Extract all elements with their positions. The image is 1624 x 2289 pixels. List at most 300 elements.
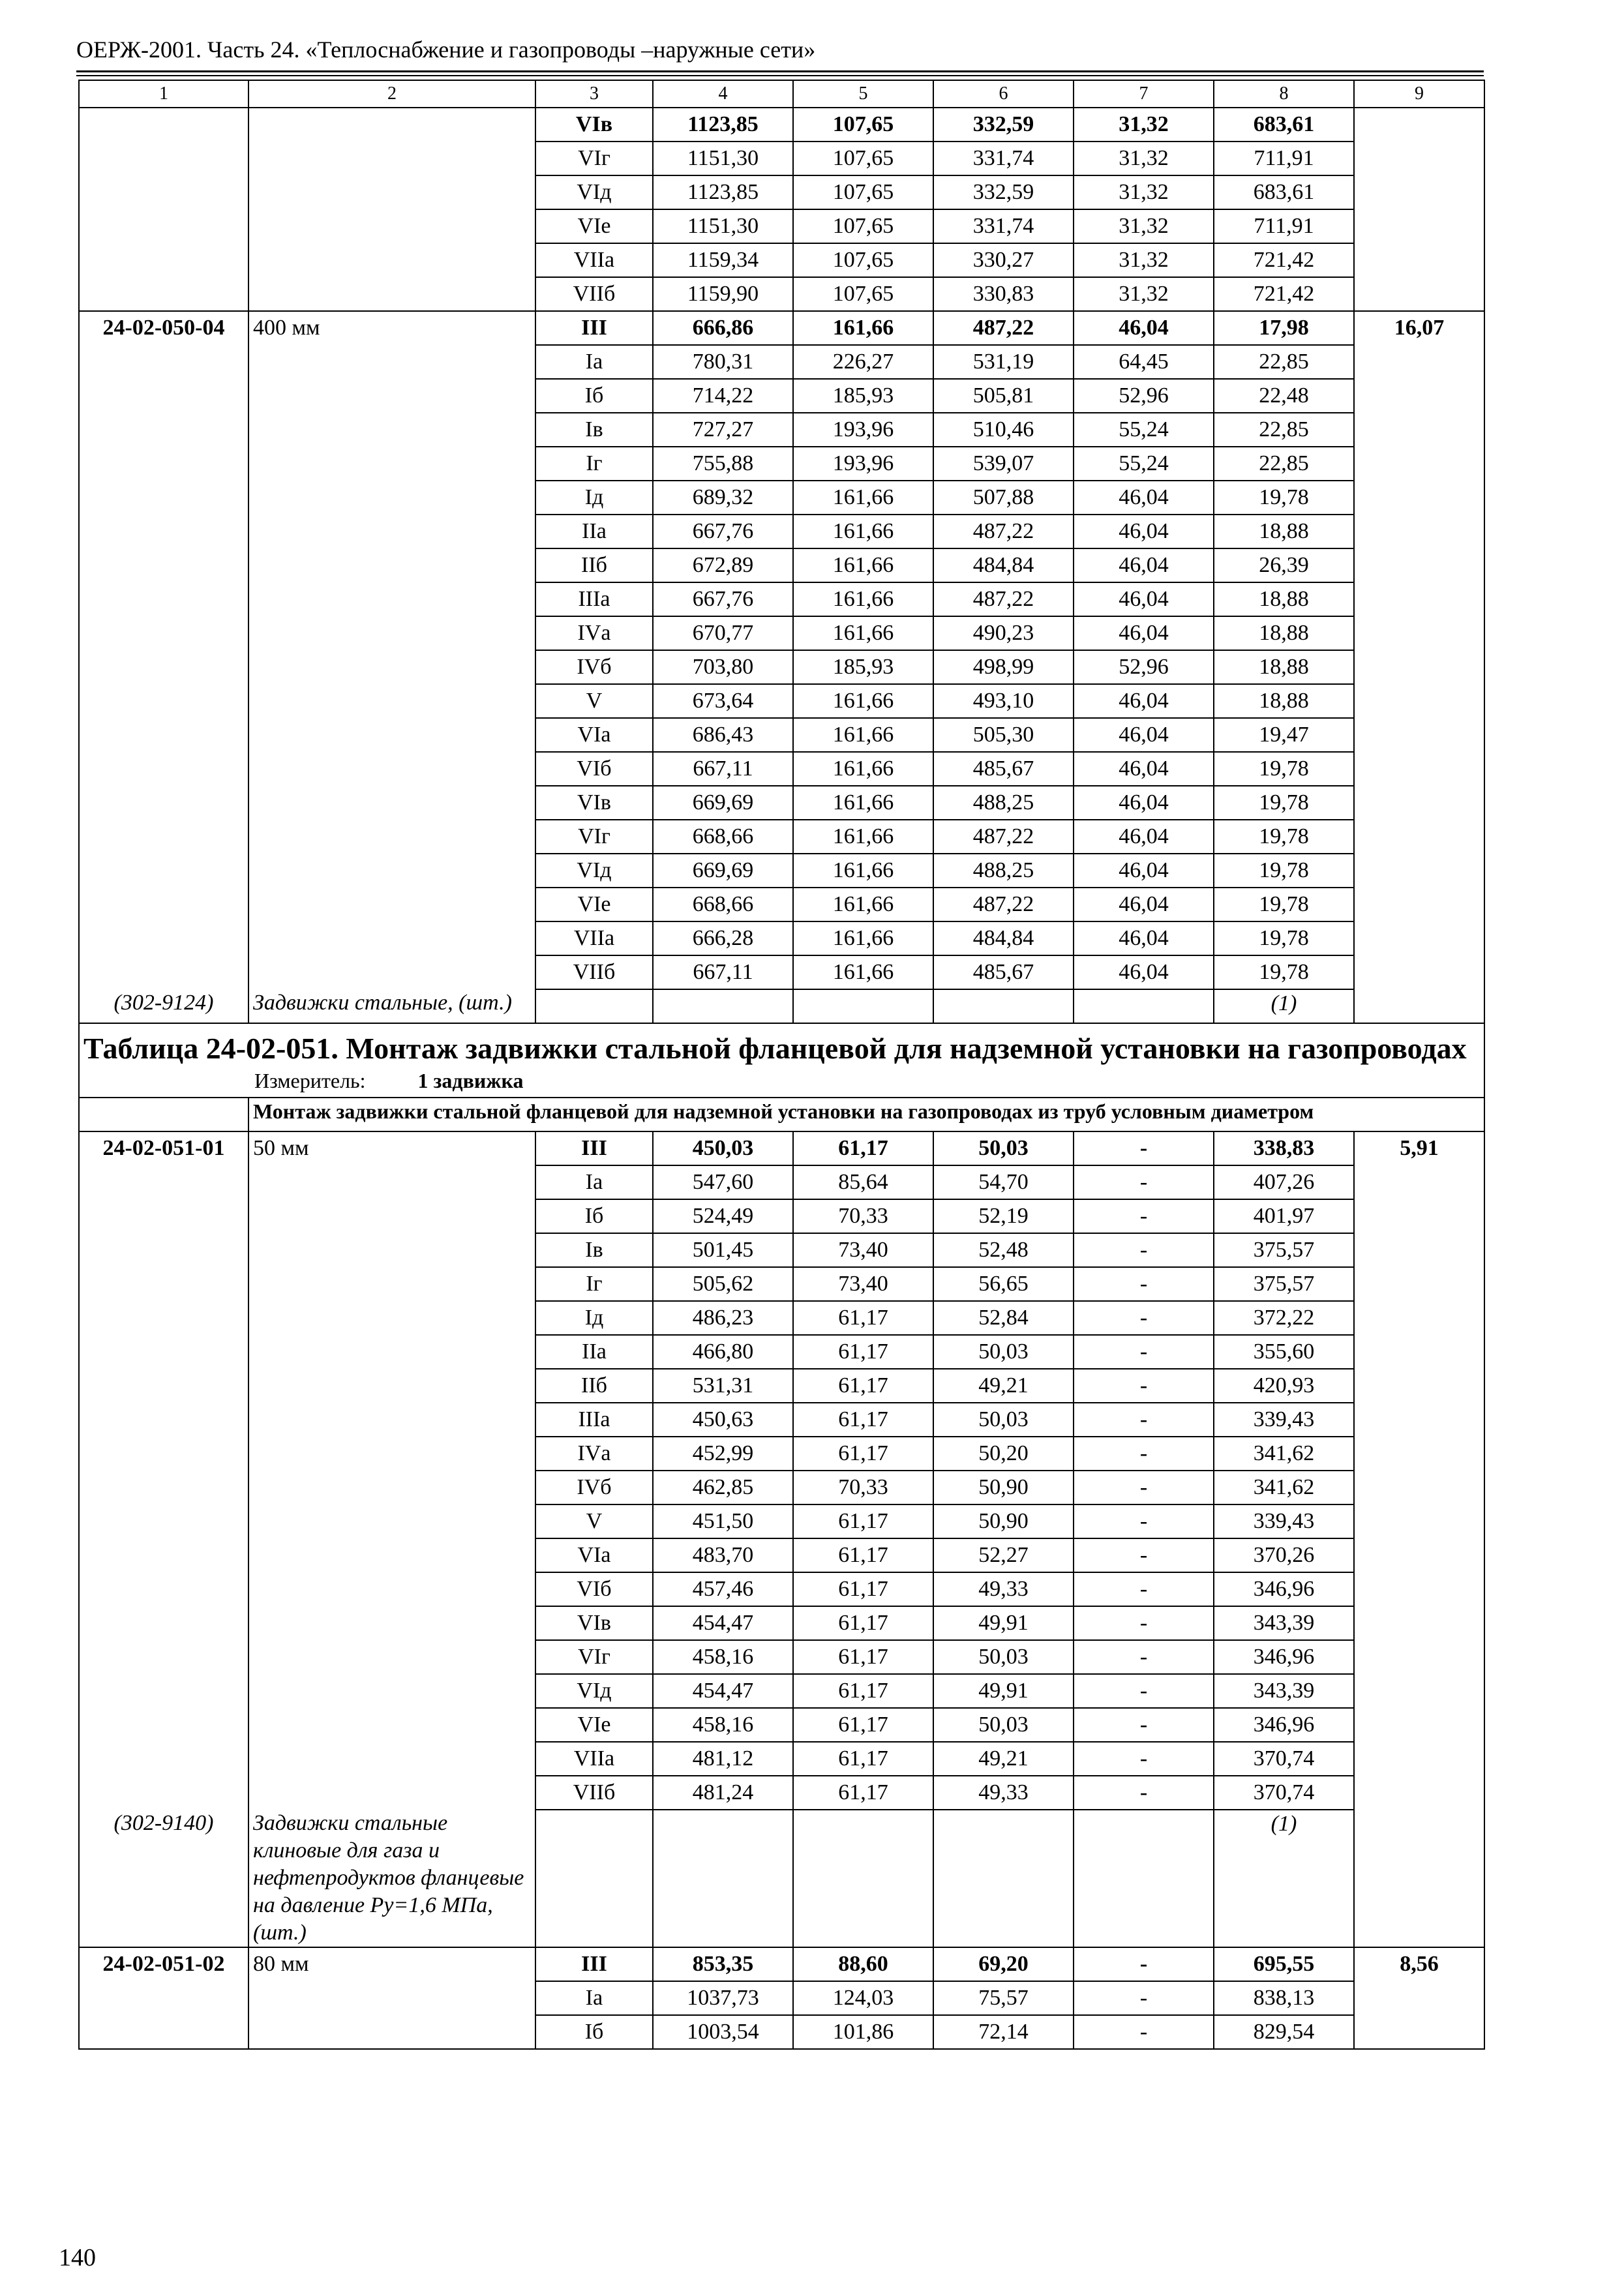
- item-name: [248, 379, 535, 413]
- rate-cell: 780,31: [653, 345, 793, 379]
- item-code: [79, 1335, 248, 1369]
- rate-cell: Iб: [535, 1199, 653, 1233]
- item-code: [79, 481, 248, 515]
- item-name: [248, 1572, 535, 1606]
- item-weight: [1354, 345, 1484, 379]
- item-weight: [1354, 1369, 1484, 1403]
- item-name: [248, 209, 535, 243]
- rate-cell: 61,17: [793, 1301, 933, 1335]
- rate-cell: 853,35: [653, 1947, 793, 1981]
- rate-cell: -: [1074, 1165, 1214, 1199]
- item-weight: [1354, 1504, 1484, 1538]
- rate-cell: 454,47: [653, 1674, 793, 1708]
- item-code: 24-02-050-04: [79, 311, 248, 345]
- table-row: [79, 718, 1484, 752]
- rate-cell: 667,76: [653, 582, 793, 616]
- rate-cell: 483,70: [653, 1538, 793, 1572]
- column-number: 2: [248, 80, 535, 108]
- rate-cell: 72,14: [933, 2015, 1074, 2049]
- table-row: [79, 142, 1484, 175]
- item-weight: [1354, 1437, 1484, 1471]
- rate-cell: 50,90: [933, 1471, 1074, 1504]
- rate-cell: 341,62: [1214, 1437, 1354, 1471]
- item-name: [248, 515, 535, 548]
- rate-cell: VIв: [535, 786, 653, 820]
- rate-cell: 332,59: [933, 175, 1074, 209]
- item-code: [79, 175, 248, 209]
- rate-cell: 667,76: [653, 515, 793, 548]
- rate-cell: 339,43: [1214, 1504, 1354, 1538]
- rate-cell: 346,96: [1214, 1708, 1354, 1742]
- rate-cell: VIа: [535, 718, 653, 752]
- rate-cell: 52,84: [933, 1301, 1074, 1335]
- table-row: [79, 1233, 1484, 1267]
- rate-cell: 450,63: [653, 1403, 793, 1437]
- item-name: [248, 142, 535, 175]
- rate-cell: VIд: [535, 175, 653, 209]
- table-row: [79, 1640, 1484, 1674]
- table-row: [79, 786, 1484, 820]
- rate-cell: 330,27: [933, 243, 1074, 277]
- rate-cell: -: [1074, 1335, 1214, 1369]
- item-code: [79, 1437, 248, 1471]
- rate-cell: 487,22: [933, 311, 1074, 345]
- rate-cell: 46,04: [1074, 515, 1214, 548]
- item-weight: [1354, 481, 1484, 515]
- rate-cell: 46,04: [1074, 955, 1214, 989]
- item-weight: [1354, 1776, 1484, 1810]
- rate-cell: 46,04: [1074, 311, 1214, 345]
- rate-cell: 46,04: [1074, 684, 1214, 718]
- item-name: [248, 718, 535, 752]
- rate-cell: 52,96: [1074, 379, 1214, 413]
- rate-cell: Iа: [535, 1165, 653, 1199]
- item-weight: [1354, 2015, 1484, 2049]
- item-code: [79, 1776, 248, 1810]
- rate-cell: 341,62: [1214, 1471, 1354, 1504]
- item-code: [79, 1233, 248, 1267]
- item-code: [79, 515, 248, 548]
- rate-cell: 466,80: [653, 1335, 793, 1369]
- header-rule: [76, 70, 1484, 72]
- item-name: [248, 616, 535, 650]
- empty-cell: [79, 1098, 248, 1131]
- rate-cell: Iб: [535, 379, 653, 413]
- item-weight: [1354, 175, 1484, 209]
- rate-cell: 339,43: [1214, 1403, 1354, 1437]
- rate-cell: 452,99: [653, 1437, 793, 1471]
- item-code: [79, 1504, 248, 1538]
- rate-cell: -: [1074, 1572, 1214, 1606]
- column-number: 5: [793, 80, 933, 108]
- item-weight: [1354, 1674, 1484, 1708]
- table-row: [79, 1301, 1484, 1335]
- column-number: 3: [535, 80, 653, 108]
- material-row: [79, 1810, 1484, 1947]
- rate-cell: 505,62: [653, 1267, 793, 1301]
- rate-cell: -: [1074, 1233, 1214, 1267]
- item-name: [248, 921, 535, 955]
- item-code: [79, 820, 248, 854]
- rate-cell: 161,66: [793, 921, 933, 955]
- rate-cell: 18,88: [1214, 684, 1354, 718]
- item-code: [79, 921, 248, 955]
- table-row: [79, 888, 1484, 921]
- rate-cell: 31,32: [1074, 277, 1214, 311]
- item-code: [79, 1708, 248, 1742]
- item-weight: [1354, 1233, 1484, 1267]
- table-row: [79, 548, 1484, 582]
- item-weight: [1354, 1335, 1484, 1369]
- rate-cell: 375,57: [1214, 1233, 1354, 1267]
- rate-cell: 1151,30: [653, 209, 793, 243]
- rate-cell: 683,61: [1214, 108, 1354, 142]
- rate-cell: Iд: [535, 481, 653, 515]
- item-weight: 8,56: [1354, 1947, 1484, 1981]
- rate-cell: IIб: [535, 548, 653, 582]
- rate-cell: 19,78: [1214, 854, 1354, 888]
- item-code: [79, 1471, 248, 1504]
- empty-cell: [535, 1810, 653, 1947]
- item-name: 400 мм: [248, 311, 535, 345]
- rate-cell: 346,96: [1214, 1640, 1354, 1674]
- rate-cell: 1159,90: [653, 277, 793, 311]
- rate-cell: V: [535, 684, 653, 718]
- rate-cell: 486,23: [653, 1301, 793, 1335]
- rate-cell: Iа: [535, 345, 653, 379]
- rate-cell: -: [1074, 1947, 1214, 1981]
- rate-cell: 539,07: [933, 447, 1074, 481]
- rate-cell: 727,27: [653, 413, 793, 447]
- rate-cell: -: [1074, 2015, 1214, 2049]
- rate-cell: 18,88: [1214, 582, 1354, 616]
- item-weight: [1354, 1267, 1484, 1301]
- rate-cell: 22,48: [1214, 379, 1354, 413]
- rate-cell: 669,69: [653, 786, 793, 820]
- item-code: [79, 1640, 248, 1674]
- rate-cell: 161,66: [793, 888, 933, 921]
- measure-value: 1 задвижка: [417, 1069, 524, 1092]
- rate-cell: 450,03: [653, 1131, 793, 1165]
- item-name: [248, 582, 535, 616]
- item-code: [79, 379, 248, 413]
- rate-cell: 829,54: [1214, 2015, 1354, 2049]
- rate-cell: 31,32: [1074, 243, 1214, 277]
- item-weight: [1354, 1708, 1484, 1742]
- rate-cell: 46,04: [1074, 582, 1214, 616]
- table-row: [79, 1471, 1484, 1504]
- table-row: [79, 1572, 1484, 1606]
- rate-cell: 107,65: [793, 209, 933, 243]
- rate-cell: 52,19: [933, 1199, 1074, 1233]
- rate-cell: -: [1074, 1301, 1214, 1335]
- item-code: [79, 2015, 248, 2049]
- rate-cell: 49,21: [933, 1742, 1074, 1776]
- table-row: [79, 1776, 1484, 1810]
- item-name: [248, 1199, 535, 1233]
- rate-cell: 46,04: [1074, 786, 1214, 820]
- item-name: [248, 820, 535, 854]
- item-name: [248, 1674, 535, 1708]
- rate-cell: 346,96: [1214, 1572, 1354, 1606]
- material-qty: (1): [1214, 1810, 1354, 1947]
- item-code: [79, 718, 248, 752]
- empty-cell: [933, 989, 1074, 1023]
- rate-cell: VIIа: [535, 1742, 653, 1776]
- item-name: 80 мм: [248, 1947, 535, 1981]
- table-row: [79, 277, 1484, 311]
- table-row: [79, 175, 1484, 209]
- item-weight: [1354, 142, 1484, 175]
- item-code: [79, 345, 248, 379]
- item-name: [248, 1504, 535, 1538]
- rates-table-body: [79, 80, 1484, 2049]
- item-weight: [1354, 684, 1484, 718]
- rate-cell: 666,28: [653, 921, 793, 955]
- rate-cell: 161,66: [793, 786, 933, 820]
- item-name: [248, 345, 535, 379]
- item-weight: [1354, 1981, 1484, 2015]
- rate-cell: 683,61: [1214, 175, 1354, 209]
- rate-cell: 703,80: [653, 650, 793, 684]
- rate-cell: 107,65: [793, 243, 933, 277]
- rate-cell: 193,96: [793, 413, 933, 447]
- measure-label: Измеритель:: [254, 1069, 366, 1092]
- item-weight: [1354, 1403, 1484, 1437]
- item-name: [248, 1606, 535, 1640]
- item-name: [248, 277, 535, 311]
- rate-cell: 50,03: [933, 1403, 1074, 1437]
- rate-cell: 547,60: [653, 1165, 793, 1199]
- column-number: 7: [1074, 80, 1214, 108]
- rate-cell: 70,33: [793, 1199, 933, 1233]
- item-code: [79, 447, 248, 481]
- column-number: 4: [653, 80, 793, 108]
- item-name: [248, 1471, 535, 1504]
- item-weight: [1354, 786, 1484, 820]
- rate-cell: 1037,73: [653, 1981, 793, 2015]
- rate-cell: IIIа: [535, 1403, 653, 1437]
- rate-cell: 50,03: [933, 1335, 1074, 1369]
- rate-cell: 19,78: [1214, 921, 1354, 955]
- rate-cell: 46,04: [1074, 481, 1214, 515]
- rate-cell: 721,42: [1214, 277, 1354, 311]
- material-name: Задвижки стальные, (шт.): [248, 989, 535, 1023]
- item-weight: [1354, 1301, 1484, 1335]
- rate-cell: 101,86: [793, 2015, 933, 2049]
- rate-cell: Iв: [535, 1233, 653, 1267]
- item-code: [79, 1674, 248, 1708]
- table-row: [79, 379, 1484, 413]
- rate-cell: 46,04: [1074, 888, 1214, 921]
- rate-cell: Iв: [535, 413, 653, 447]
- table-row: [79, 481, 1484, 515]
- rate-cell: 73,40: [793, 1267, 933, 1301]
- rate-cell: 689,32: [653, 481, 793, 515]
- rate-cell: 46,04: [1074, 921, 1214, 955]
- empty-cell: [933, 1810, 1074, 1947]
- item-weight: [1354, 277, 1484, 311]
- item-weight: [1354, 209, 1484, 243]
- rate-cell: 61,17: [793, 1437, 933, 1471]
- rate-cell: 49,91: [933, 1606, 1074, 1640]
- item-weight: [1354, 1199, 1484, 1233]
- item-weight: [1354, 1538, 1484, 1572]
- item-name: [248, 786, 535, 820]
- rate-cell: 505,81: [933, 379, 1074, 413]
- rate-cell: VIIб: [535, 277, 653, 311]
- rate-cell: Iг: [535, 1267, 653, 1301]
- rate-cell: -: [1074, 1538, 1214, 1572]
- rate-cell: 487,22: [933, 582, 1074, 616]
- rate-cell: 107,65: [793, 142, 933, 175]
- rate-cell: 161,66: [793, 752, 933, 786]
- rate-cell: 711,91: [1214, 209, 1354, 243]
- item-weight: [1354, 379, 1484, 413]
- item-name: [248, 243, 535, 277]
- item-weight: [1354, 1471, 1484, 1504]
- rate-cell: 61,17: [793, 1538, 933, 1572]
- rate-cell: 161,66: [793, 311, 933, 345]
- section-row: [79, 1098, 1484, 1131]
- column-number: 9: [1354, 80, 1484, 108]
- item-name: [248, 854, 535, 888]
- rate-cell: 52,48: [933, 1233, 1074, 1267]
- rate-cell: 524,49: [653, 1199, 793, 1233]
- rate-cell: Iа: [535, 1981, 653, 2015]
- material-name: Задвижки стальные клиновые для газа и нефтепродуктов фланцевые на давление Ру=1,6 МПа, (шт.): [248, 1810, 535, 1947]
- rate-cell: 667,11: [653, 955, 793, 989]
- rate-cell: 668,66: [653, 820, 793, 854]
- item-weight: [1354, 413, 1484, 447]
- column-number: 8: [1214, 80, 1354, 108]
- item-code: [79, 209, 248, 243]
- rate-cell: 370,74: [1214, 1776, 1354, 1810]
- rate-cell: -: [1074, 1131, 1214, 1165]
- empty-cell: [653, 1810, 793, 1947]
- rate-cell: -: [1074, 1776, 1214, 1810]
- table-row: [79, 616, 1484, 650]
- rate-cell: VIд: [535, 1674, 653, 1708]
- rate-cell: 75,57: [933, 1981, 1074, 2015]
- item-weight: [1354, 1742, 1484, 1776]
- rate-cell: 669,69: [653, 854, 793, 888]
- rate-cell: -: [1074, 1403, 1214, 1437]
- rate-cell: 22,85: [1214, 413, 1354, 447]
- rate-cell: 49,91: [933, 1674, 1074, 1708]
- rate-cell: 332,59: [933, 108, 1074, 142]
- rate-cell: 161,66: [793, 515, 933, 548]
- item-weight: [1354, 888, 1484, 921]
- rate-cell: 22,85: [1214, 345, 1354, 379]
- item-name: [248, 1301, 535, 1335]
- rate-cell: 31,32: [1074, 142, 1214, 175]
- rate-cell: IVб: [535, 650, 653, 684]
- rate-cell: IIб: [535, 1369, 653, 1403]
- item-weight: [1354, 854, 1484, 888]
- item-code: [79, 955, 248, 989]
- rate-cell: 372,22: [1214, 1301, 1354, 1335]
- item-code: [79, 616, 248, 650]
- item-weight: [1354, 1165, 1484, 1199]
- rate-cell: 49,21: [933, 1369, 1074, 1403]
- item-code: 24-02-051-01: [79, 1131, 248, 1165]
- rate-cell: 88,60: [793, 1947, 933, 1981]
- table-row: [79, 1437, 1484, 1471]
- rates-table: [78, 80, 1485, 2050]
- rate-cell: 55,24: [1074, 413, 1214, 447]
- rate-cell: VIг: [535, 820, 653, 854]
- rate-cell: 61,17: [793, 1403, 933, 1437]
- rate-cell: 1151,30: [653, 142, 793, 175]
- item-weight: [1354, 820, 1484, 854]
- rate-cell: 161,66: [793, 582, 933, 616]
- rate-cell: 19,78: [1214, 752, 1354, 786]
- rate-cell: 19,47: [1214, 718, 1354, 752]
- rate-cell: 50,03: [933, 1640, 1074, 1674]
- item-name: [248, 1165, 535, 1199]
- rate-cell: 50,03: [933, 1708, 1074, 1742]
- rate-cell: 124,03: [793, 1981, 933, 2015]
- table-row: [79, 1335, 1484, 1369]
- rate-cell: 18,88: [1214, 650, 1354, 684]
- rate-cell: 19,78: [1214, 820, 1354, 854]
- item-name: [248, 1776, 535, 1810]
- rate-cell: VIг: [535, 1640, 653, 1674]
- rate-cell: 668,66: [653, 888, 793, 921]
- rate-cell: IIIа: [535, 582, 653, 616]
- rate-cell: 85,64: [793, 1165, 933, 1199]
- rate-cell: 755,88: [653, 447, 793, 481]
- rate-cell: 46,04: [1074, 548, 1214, 582]
- rate-cell: -: [1074, 1504, 1214, 1538]
- rate-cell: 1123,85: [653, 108, 793, 142]
- rate-cell: 484,84: [933, 921, 1074, 955]
- item-weight: [1354, 1572, 1484, 1606]
- item-code: [79, 1369, 248, 1403]
- item-code: [79, 142, 248, 175]
- rate-cell: Iд: [535, 1301, 653, 1335]
- item-code: [79, 582, 248, 616]
- rate-cell: 107,65: [793, 175, 933, 209]
- empty-cell: [653, 989, 793, 1023]
- rate-cell: III: [535, 1131, 653, 1165]
- rate-cell: 454,47: [653, 1606, 793, 1640]
- table-row: [79, 1606, 1484, 1640]
- rate-cell: 73,40: [793, 1233, 933, 1267]
- item-code: [79, 413, 248, 447]
- item-name: [248, 955, 535, 989]
- table-row: [79, 243, 1484, 277]
- column-number: 6: [933, 80, 1074, 108]
- rate-cell: 510,46: [933, 413, 1074, 447]
- rate-cell: 50,90: [933, 1504, 1074, 1538]
- item-weight: [1354, 515, 1484, 548]
- table-row: [79, 209, 1484, 243]
- item-name: [248, 1708, 535, 1742]
- rate-cell: 711,91: [1214, 142, 1354, 175]
- rate-cell: 695,55: [1214, 1947, 1354, 1981]
- item-weight: 5,91: [1354, 1131, 1484, 1165]
- item-weight: [1354, 955, 1484, 989]
- item-name: [248, 1403, 535, 1437]
- rate-cell: 31,32: [1074, 175, 1214, 209]
- item-name: [248, 481, 535, 515]
- rate-cell: VIIа: [535, 921, 653, 955]
- rate-cell: V: [535, 1504, 653, 1538]
- column-number-row: [79, 80, 1484, 108]
- item-code: [79, 888, 248, 921]
